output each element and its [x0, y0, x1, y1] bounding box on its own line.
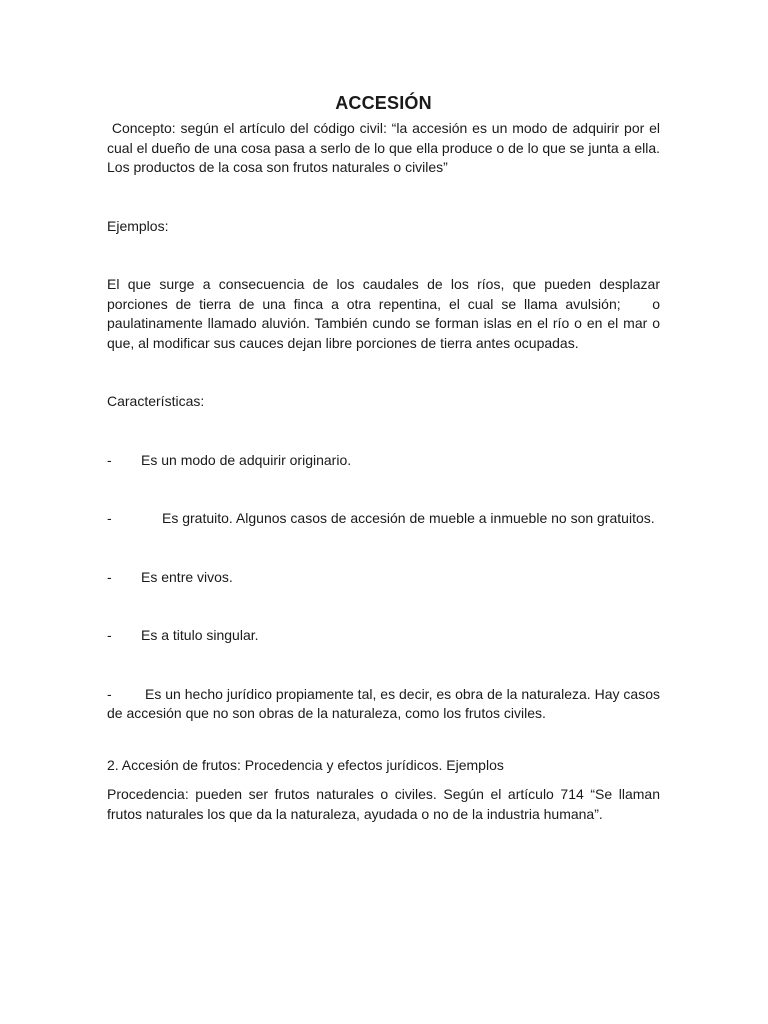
bullet-text: Es a titulo singular.	[141, 627, 259, 643]
concepto-paragraph: Concepto: según el artículo del código civil: “la accesión es un modo de adquirir por el cual el dueño de una cosa pasa a serlo de lo que ella produce o de lo que se junta a ella. Los productos de la cosa son frutos naturales o civiles”	[107, 120, 664, 175]
procedencia-paragraph: Procedencia: pueden ser frutos naturales o civiles. Según el artículo 714 “Se llaman frutos naturales los que da la naturaleza, ayudada o no de la industria humana”.	[107, 786, 660, 822]
bullet-text: Es entre vivos.	[141, 568, 233, 585]
bullet-dash: -	[107, 685, 112, 702]
document-page	[107, 90, 664, 824]
bullet-item	[107, 568, 660, 588]
bullet-dash: -	[107, 568, 112, 585]
bullet-text: Es un hecho jurídico propiamente tal, es decir, es obra de la naturaleza. Hay casos de accesión que no son obras de la naturaleza, como los frutos civiles.	[107, 685, 660, 721]
bullet-item	[107, 451, 660, 471]
bullet-dash: -	[107, 627, 112, 643]
section2-heading: 2. Accesión de frutos: Procedencia y efectos jurídicos. Ejemplos	[107, 756, 504, 773]
bullet-item	[107, 509, 660, 529]
bullet-text: Es un modo de adquirir originario.	[141, 451, 352, 468]
bullet-item	[107, 626, 660, 646]
ejemplos-heading: Ejemplos:	[107, 217, 169, 234]
ejemplos-paragraph: El que surge a consecuencia de los caudales de los ríos, que pueden desplazar porciones de tierra de una finca a otra repentina, el cual se llama avulsión; o paulatinamente llamado aluvión. También cundo se forman islas en el río o en el mar o que, al modificar sus cauces dejan libre porciones de tierra antes ocupadas.	[107, 276, 664, 351]
bullet-dash: -	[107, 451, 112, 468]
caracteristicas-heading: Características:	[107, 393, 205, 409]
bullet-dash: -	[107, 510, 112, 526]
bullet-text: Es gratuito. Algunos casos de accesión de mueble a inmueble no son gratuitos.	[162, 510, 655, 526]
document-title: ACCESIÓN	[335, 93, 432, 113]
bullet-item	[107, 685, 660, 724]
